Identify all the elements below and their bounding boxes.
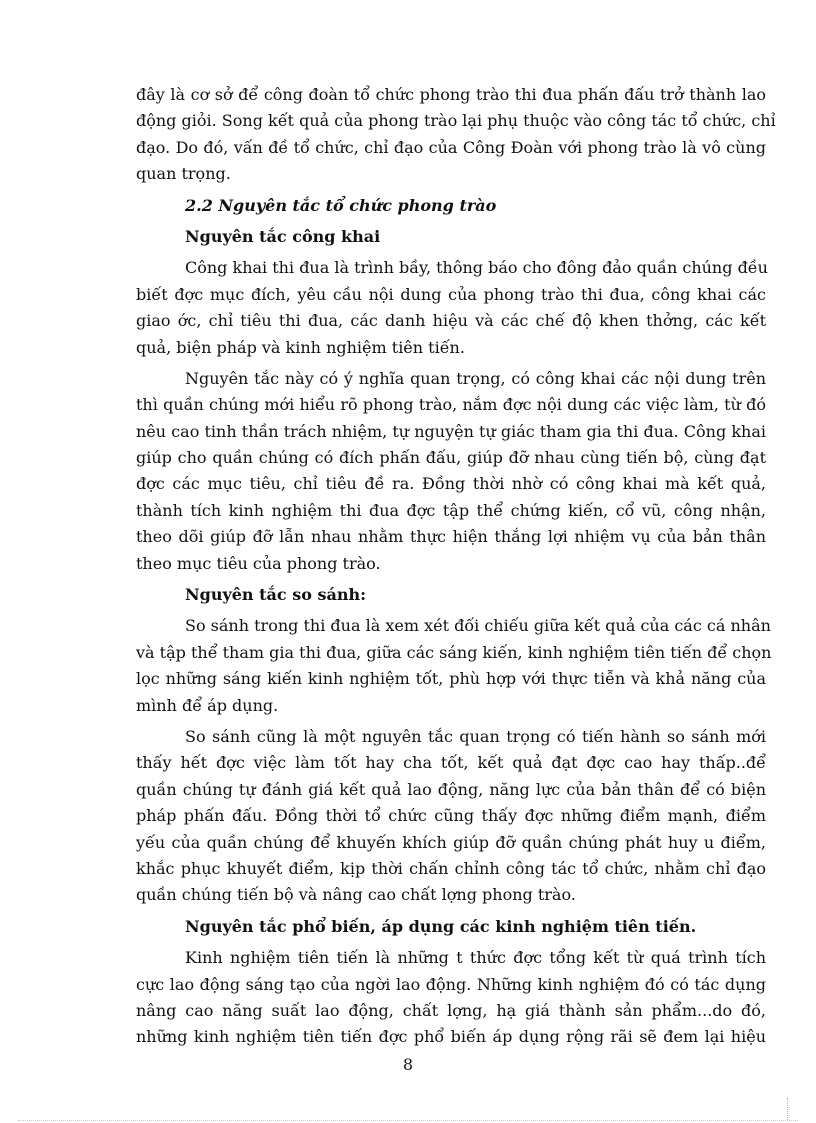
text-line: quả, biện pháp và kinh nghiệm tiên tiến. <box>136 337 465 357</box>
text-line: theo dõi giúp đỡ lẫn nhau nhằm thực hiện thắng lợi nhiệm vụ của bản thân <box>136 527 766 547</box>
text-line: và tập thể tham gia thi đua, giữa các sáng kiến, kinh nghiệm tiên tiến để chọn <box>136 642 772 662</box>
text-line: khắc phục khuyết điểm, kịp thời chấn chỉnh công tác tổ chức, nhằm chỉ đạo <box>136 858 766 878</box>
paragraph-spread <box>136 945 766 1051</box>
subheading-text: Nguyên tắc so sánh: <box>185 585 366 605</box>
paragraph-public-definition <box>136 255 766 361</box>
text-line: những kinh nghiệm tiên tiến đợc phổ biến áp dụng rộng rãi sẽ đem lại hiệu <box>136 1027 766 1047</box>
text-line: lọc những sáng kiến kinh nghiệm tốt, phù hợp với thực tiễn và khả năng của <box>136 669 766 689</box>
text-line: đây là cơ sở để công đoàn tổ chức phong trào thi đua phấn đấu trở thành lao <box>136 85 766 104</box>
text-line: thấy hết đợc việc làm tốt hay cha tốt, kết quả đạt đợc cao hay thấp..để <box>136 753 766 773</box>
paragraph-public-significance <box>136 366 766 577</box>
subheading-public <box>136 224 766 250</box>
text-line: quần chúng tự đánh giá kết quả lao động, năng lực của bản thân để có biện <box>136 779 766 799</box>
subheading-text: Nguyên tắc công khai <box>185 226 381 246</box>
text-line: theo mục tiêu của phong trào. <box>136 553 381 573</box>
text-line: pháp phấn đấu. Đồng thời tổ chức cũng thấy đợc những điểm mạnh, điểm <box>136 806 766 826</box>
subheading-compare <box>136 582 766 608</box>
text-line: cực lao động sáng tạo của ngời lao động. Những kinh nghiệm đó có tác dụng <box>136 974 766 994</box>
text-line: So sánh cũng là một nguyên tắc quan trọng có tiến hành so sánh mới <box>185 726 766 746</box>
text-line: yếu của quần chúng để khuyến khích giúp đỡ quần chúng phát huy u điểm, <box>136 832 766 852</box>
text-line: nêu cao tinh thần trách nhiệm, tự nguyện tự giác tham gia thi đua. Công khai <box>136 421 766 441</box>
subheading-spread <box>136 914 766 940</box>
page-edge-divider <box>18 1120 798 1121</box>
paragraph-intro <box>136 82 776 188</box>
text-line: So sánh trong thi đua là xem xét đối chiếu giữa kết quả của các cá nhân <box>185 616 771 636</box>
page-body <box>136 82 776 1051</box>
text-line: thì quần chúng mới hiểu rõ phong trào, nắm đợc nội dung các việc làm, từ đó <box>136 395 766 415</box>
text-line: giao ớc, chỉ tiêu thi đua, các danh hiệu và các chế độ khen thởng, các kết <box>136 311 766 331</box>
text-line: thành tích kinh nghiệm thi đua đợc tập thể chứng kiến, cổ vũ, công nhận, <box>136 500 766 520</box>
page-corner-mark <box>787 1098 788 1120</box>
paragraph-compare-significance <box>136 724 766 909</box>
text-line: Kinh nghiệm tiên tiến là những t thức đợc tổng kết từ quá trình tích <box>185 948 766 968</box>
text-line: đạo. Do đó, vấn đề tổ chức, chỉ đạo của Công Đoàn với phong trào là vô cùng <box>136 137 766 157</box>
text-line: quan trọng. <box>136 164 231 184</box>
subheading-text: Nguyên tắc phổ biến, áp dụng các kinh nghiệm tiên tiến. <box>185 916 697 936</box>
text-line: đợc các mục tiêu, chỉ tiêu đề ra. Đồng thời nhờ có công khai mà kết quả, <box>136 474 766 494</box>
text-line: Nguyên tắc này có ý nghĩa quan trọng, có công khai các nội dung trên <box>185 368 766 388</box>
text-line: động giỏi. Song kết quả của phong trào lại phụ thuộc vào công tác tổ chức, chỉ <box>136 111 776 131</box>
text-line: giúp cho quần chúng có đích phấn đấu, giúp đỡ nhau cùng tiến bộ, cùng đạt <box>136 448 766 468</box>
text-line: mình để áp dụng. <box>136 695 279 715</box>
section-heading-text: 2.2 Nguyên tắc tổ chức phong trào <box>185 195 497 215</box>
text-line: Công khai thi đua là trình bầy, thông báo cho đông đảo quần chúng đều <box>185 258 768 278</box>
text-line: biết đợc mục đích, yêu cầu nội dung của phong trào thi đua, công khai các <box>136 284 766 304</box>
section-heading <box>136 193 766 219</box>
text-line: nâng cao năng suất lao động, chất lợng, hạ giá thành sản phẩm...do đó, <box>136 1000 766 1020</box>
page-number: 8 <box>402 1055 414 1074</box>
paragraph-compare-definition <box>136 613 772 719</box>
text-line: quần chúng tiến bộ và nâng cao chất lợng phong trào. <box>136 885 576 905</box>
